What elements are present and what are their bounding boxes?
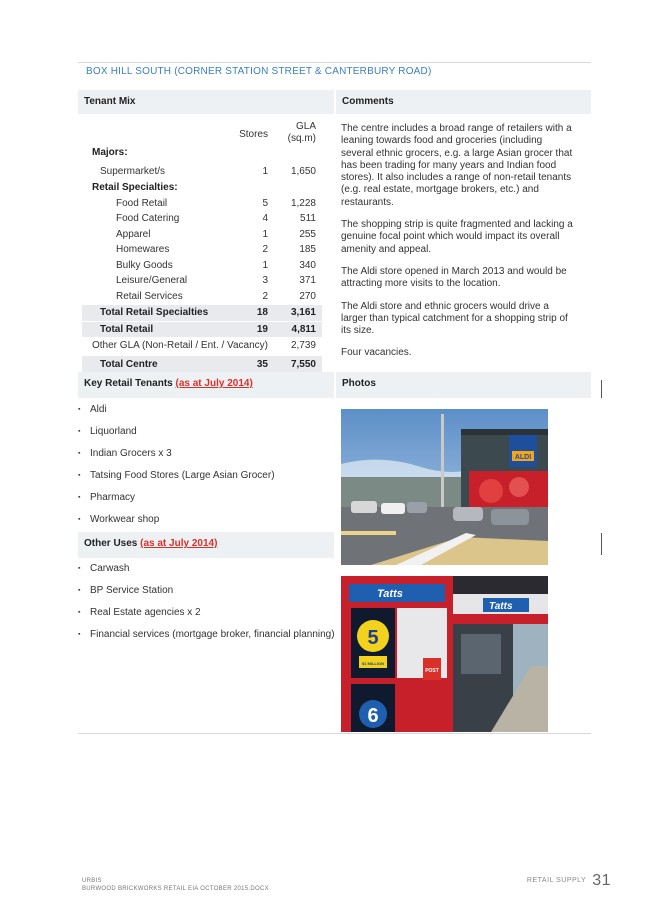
specialty-rows (82, 196, 322, 305)
tenant-mix-header (78, 90, 334, 114)
footer-company: URBIS (82, 878, 102, 884)
majors-section-label: Majors: (92, 147, 128, 158)
other-uses-header-note: (as at July 2014) (140, 538, 218, 549)
column-header-gla: GLA (sq.m) (287, 121, 316, 144)
tatts-photo-illustration (341, 576, 548, 732)
row-stores: 1 (262, 259, 268, 271)
tatts-sign-right-text: Tatts (489, 601, 513, 612)
top-rule (78, 62, 591, 63)
comments-header (336, 90, 591, 114)
row-stores: 1 (262, 165, 268, 177)
margin-marker-top (601, 380, 602, 398)
comment-paragraph: The Aldi store and ethnic grocers would drive a larger than typical catchment for a shopping strip of its size. (341, 300, 568, 337)
table-row (82, 196, 322, 212)
key-tenants-header-label: Key Retail Tenants (84, 378, 173, 389)
comment-paragraph: The Aldi store opened in March 2013 and would be attracting more visits to the location. (341, 265, 567, 290)
row-stores: 2 (262, 290, 268, 302)
comment-paragraph: Four vacancies. (341, 347, 412, 359)
margin-marker-bottom (601, 533, 602, 555)
row-label: Apparel (116, 228, 151, 240)
other-uses-header (78, 532, 334, 558)
row-stores: 3 (262, 275, 268, 286)
row-gla: 371 (299, 275, 316, 286)
photo-tatts-shopfront (341, 576, 548, 732)
list-item: ▪ Real Estate agencies x 2 (82, 606, 335, 628)
lotto-ball-5: 5 (367, 627, 379, 649)
footer-right (527, 872, 611, 890)
comment-paragraph: The centre includes a broad range of retailers with a leaning towards food and groceries (including several ethnic grocers, e.g. a large Asian grocer that has been trading for many years and Indian food stores). It also includes a range of non-retail tenants (e.g. real estate, mortgage brokers, etc.) and restaurants. (341, 123, 573, 208)
row-gla: 255 (299, 228, 316, 240)
photos-header-label: Photos (342, 378, 376, 389)
row-gla: 1,228 (290, 197, 316, 209)
list-item: ▪ Carwash (82, 562, 335, 584)
list-item: ▪ BP Service Station (82, 584, 335, 606)
row-stores: 5 (262, 197, 268, 209)
list-item: ▪ Indian Grocers x 3 (82, 447, 275, 469)
total-specialties-row: Total Retail Specialties 18 3,161 (82, 305, 322, 321)
row-label: Retail Services (116, 290, 183, 302)
row-stores: 4 (262, 213, 268, 224)
row-gla: 270 (299, 290, 316, 302)
aldi-photo-illustration (341, 409, 548, 565)
table-row (82, 289, 322, 305)
row-label: Bulky Goods (116, 259, 173, 271)
row-label: Homewares (116, 244, 170, 255)
aldi-sign-text: ALDI (514, 454, 532, 461)
footer-document-name: BURWOOD BRICKWORKS RETAIL EIA OCTOBER 2015.DOCX (82, 886, 269, 892)
photos-header (336, 372, 591, 398)
tatts-sign-left-text: Tatts (377, 588, 403, 600)
page-title: BOX HILL SOUTH (CORNER STATION STREET & CANTERBURY ROAD) (86, 66, 432, 77)
comments-header-label: Comments (342, 96, 394, 107)
page-number: 31 (592, 872, 611, 889)
row-label: Food Retail (116, 197, 168, 209)
table-row (82, 258, 322, 274)
tenant-mix-table (82, 119, 322, 374)
list-item: ▪ Liquorland (82, 425, 275, 447)
list-item: ▪ Tatsing Food Stores (Large Asian Grocer) (82, 469, 275, 491)
total-retail-row: Total Retail 19 4,811 (82, 322, 322, 338)
list-item: ▪ Financial services (mortgage broker, financial planning) (82, 628, 335, 650)
table-row (82, 242, 322, 258)
row-stores: 2 (262, 244, 268, 255)
table-row (82, 164, 322, 180)
row-label: Leisure/General (116, 275, 188, 286)
post-sign-text: POST (425, 668, 439, 674)
key-tenants-header (78, 372, 334, 398)
specialties-section-label: Retail Specialties: (92, 182, 178, 193)
table-row (82, 273, 322, 289)
key-tenants-list (82, 403, 275, 535)
row-stores: 1 (262, 228, 268, 240)
tenant-mix-header-label: Tenant Mix (84, 96, 136, 107)
footer-left (82, 877, 269, 893)
row-gla: 511 (300, 213, 316, 224)
key-tenants-header-note: (as at July 2014) (175, 378, 253, 389)
table-row (82, 211, 322, 227)
column-header-stores: Stores (239, 129, 268, 140)
table-row (82, 227, 322, 243)
list-item: ▪ Pharmacy (82, 491, 275, 513)
total-centre-row: Total Centre 35 7,550 (82, 356, 322, 374)
other-gla-row: Other GLA (Non-Retail / Ent. / Vacancy) 2,739 (92, 340, 316, 351)
list-item: ▪ Workwear shop (82, 513, 275, 535)
other-uses-header-label: Other Uses (84, 538, 138, 549)
row-label: Food Catering (116, 213, 180, 224)
row-gla: 185 (299, 244, 316, 255)
comment-paragraph: The shopping strip is quite fragmented and lacking a genuine focal point which would impact its overall amenity and appeal. (341, 219, 573, 255)
list-item: ▪ Aldi (82, 403, 275, 425)
other-uses-list (82, 562, 335, 650)
lotto-ball-6: 6 (367, 705, 379, 727)
photo-aldi-carpark (341, 409, 548, 565)
footer-section-label: RETAIL SUPPLY (526, 877, 587, 884)
row-gla: 1,650 (290, 165, 316, 177)
comments-body (341, 123, 577, 370)
million-card-text: $1 MILLION (361, 661, 385, 666)
row-label: Supermarket/s (100, 165, 166, 177)
row-gla: 340 (299, 259, 316, 271)
bottom-rule (78, 733, 591, 734)
